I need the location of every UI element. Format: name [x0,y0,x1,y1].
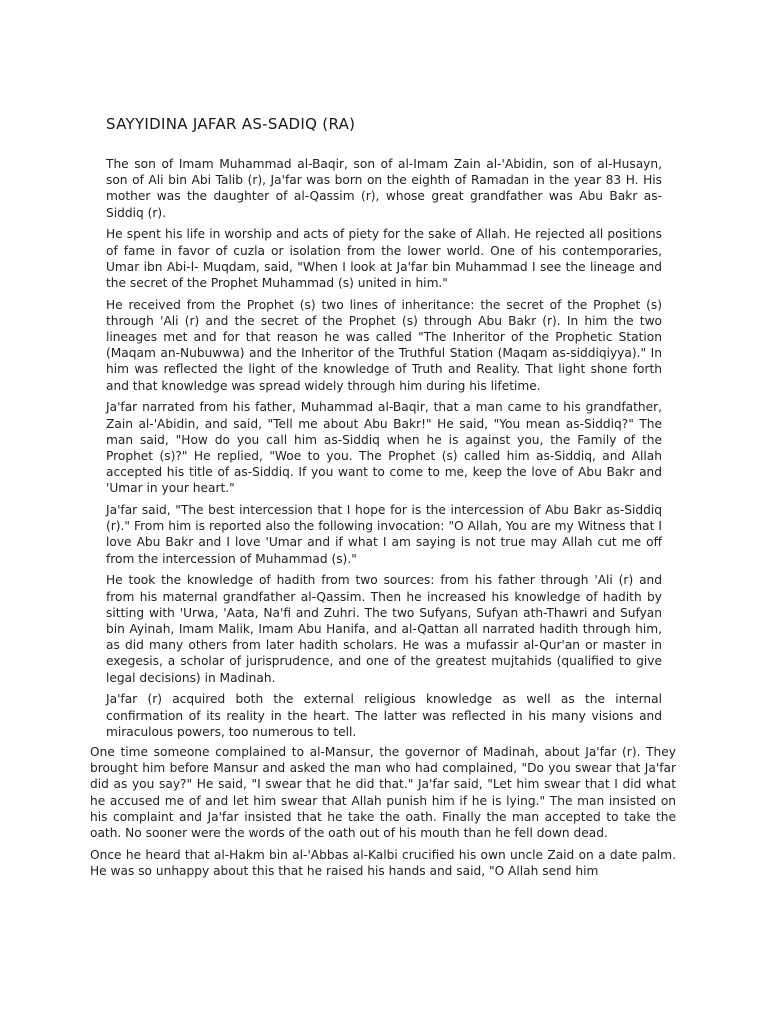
paragraph-birth: The son of Imam Muhammad al-Baqir, son of al-Imam Zain al-'Abidin, son of al-Husayn, son of Ali bin Abi Talib (r), Ja'far was born on the eighth of Ramadan in the year 83 H. His mother was the daughter of al-Qassim (r), whose great grandfather was Abu Bakr as-Siddiq (r). [106,157,662,220]
paragraph-inheritance: He received from the Prophet (s) two lines of inheritance: the secret of the Prophet (s) through 'Ali (r) and the secret of the Prophet (s) through Abu Bakr (r). In him the two lineages met and for that reason he was called "The Inheritor of the Prophetic Station (Maqam an-Nubuwwa) and the Inheritor of the Truthful Station (Maqam as-siddiqiyya)." In him was reflected the light of the knowledge of Truth and Reality. That light shone forth and that knowledge was spread widely through him during his lifetime. [106,297,662,393]
paragraph-crucifixion: Once he heard that al-Hakm bin al-'Abbas al-Kalbi crucified his own uncle Zaid on a date palm. He was so unhappy about this that he raised his hands and said, "O Allah send him [90,847,676,878]
document-title: SAYYIDINA JAFAR AS-SADIQ (RA) [106,115,356,133]
indented-section [106,156,662,745]
paragraph-knowledge: Ja'far (r) acquired both the external religious knowledge as well as the internal confirmation of its reality in the heart. The latter was reflected in his many visions and miraculous powers, too numerous to tell. [106,692,662,739]
paragraph-intercession: Ja'far said, "The best intercession that I hope for is the intercession of Abu Bakr as-Siddiq (r)." From him is reported also the following invocation: "O Allah, You are my Witness that I love Abu Bakr and I love 'Umar and if what I am saying is not true may Allah cut me off from the intercession of Muhammad (s)." [106,503,662,566]
paragraph-worship: He spent his life in worship and acts of piety for the sake of Allah. He rejected all positions of fame in favor of cuzla or isolation from the lower world. One of his contemporaries, Umar ibn Abi-l- Muqdam, said, "When I look at Ja'far bin Muhammad I see the lineage and the secret of the Prophet Muhammad (s) united in him." [106,227,662,290]
full-width-section [90,744,676,885]
paragraph-narration: Ja'far narrated from his father, Muhammad al-Baqir, that a man came to his grandfather, Zain al-'Abidin, and said, "Tell me about Abu Bakr!" He said, "You mean as-Siddiq?" The man said, "How do you call him as-Siddiq when he is against you, the Family of the Prophet (s)?" He replied, "Woe to you. The Prophet (s) called him as-Siddiq, and Allah accepted his title of as-Siddiq. If you want to come to me, keep the love of Abu Bakr and 'Umar in your heart." [106,400,662,496]
paragraph-complaint: One time someone complained to al-Mansur, the governor of Madinah, about Ja'far (r). They brought him before Mansur and asked the man who had complained, "Do you swear that Ja'far did as you say?" He said, "I swear that he did that." Ja'far said, "Let him swear that I did what he accused me of and let him swear that Allah punish him if he is lying." The man insisted on his complaint and Ja'far insisted that he take the oath. Finally the man accepted to take the oath. No sooner were the words of the oath out of his mouth than he fell down dead. [90,745,676,841]
paragraph-hadith: He took the knowledge of hadith from two sources: from his father through 'Ali (r) and from his maternal grandfather al-Qassim. Then he increased his knowledge of hadith by sitting with 'Urwa, 'Aata, Na'fi and Zuhri. The two Sufyans, Sufyan ath-Thawri and Sufyan bin Ayinah, Imam Malik, Imam Abu Hanifa, and al-Qattan all narrated hadith through him, as did many others from later hadith scholars. He was a mufassir al-Qur'an or master in exegesis, a scholar of jurisprudence, and one of the greatest mujtahids (qualified to give legal decisions) in Madinah. [106,573,662,685]
